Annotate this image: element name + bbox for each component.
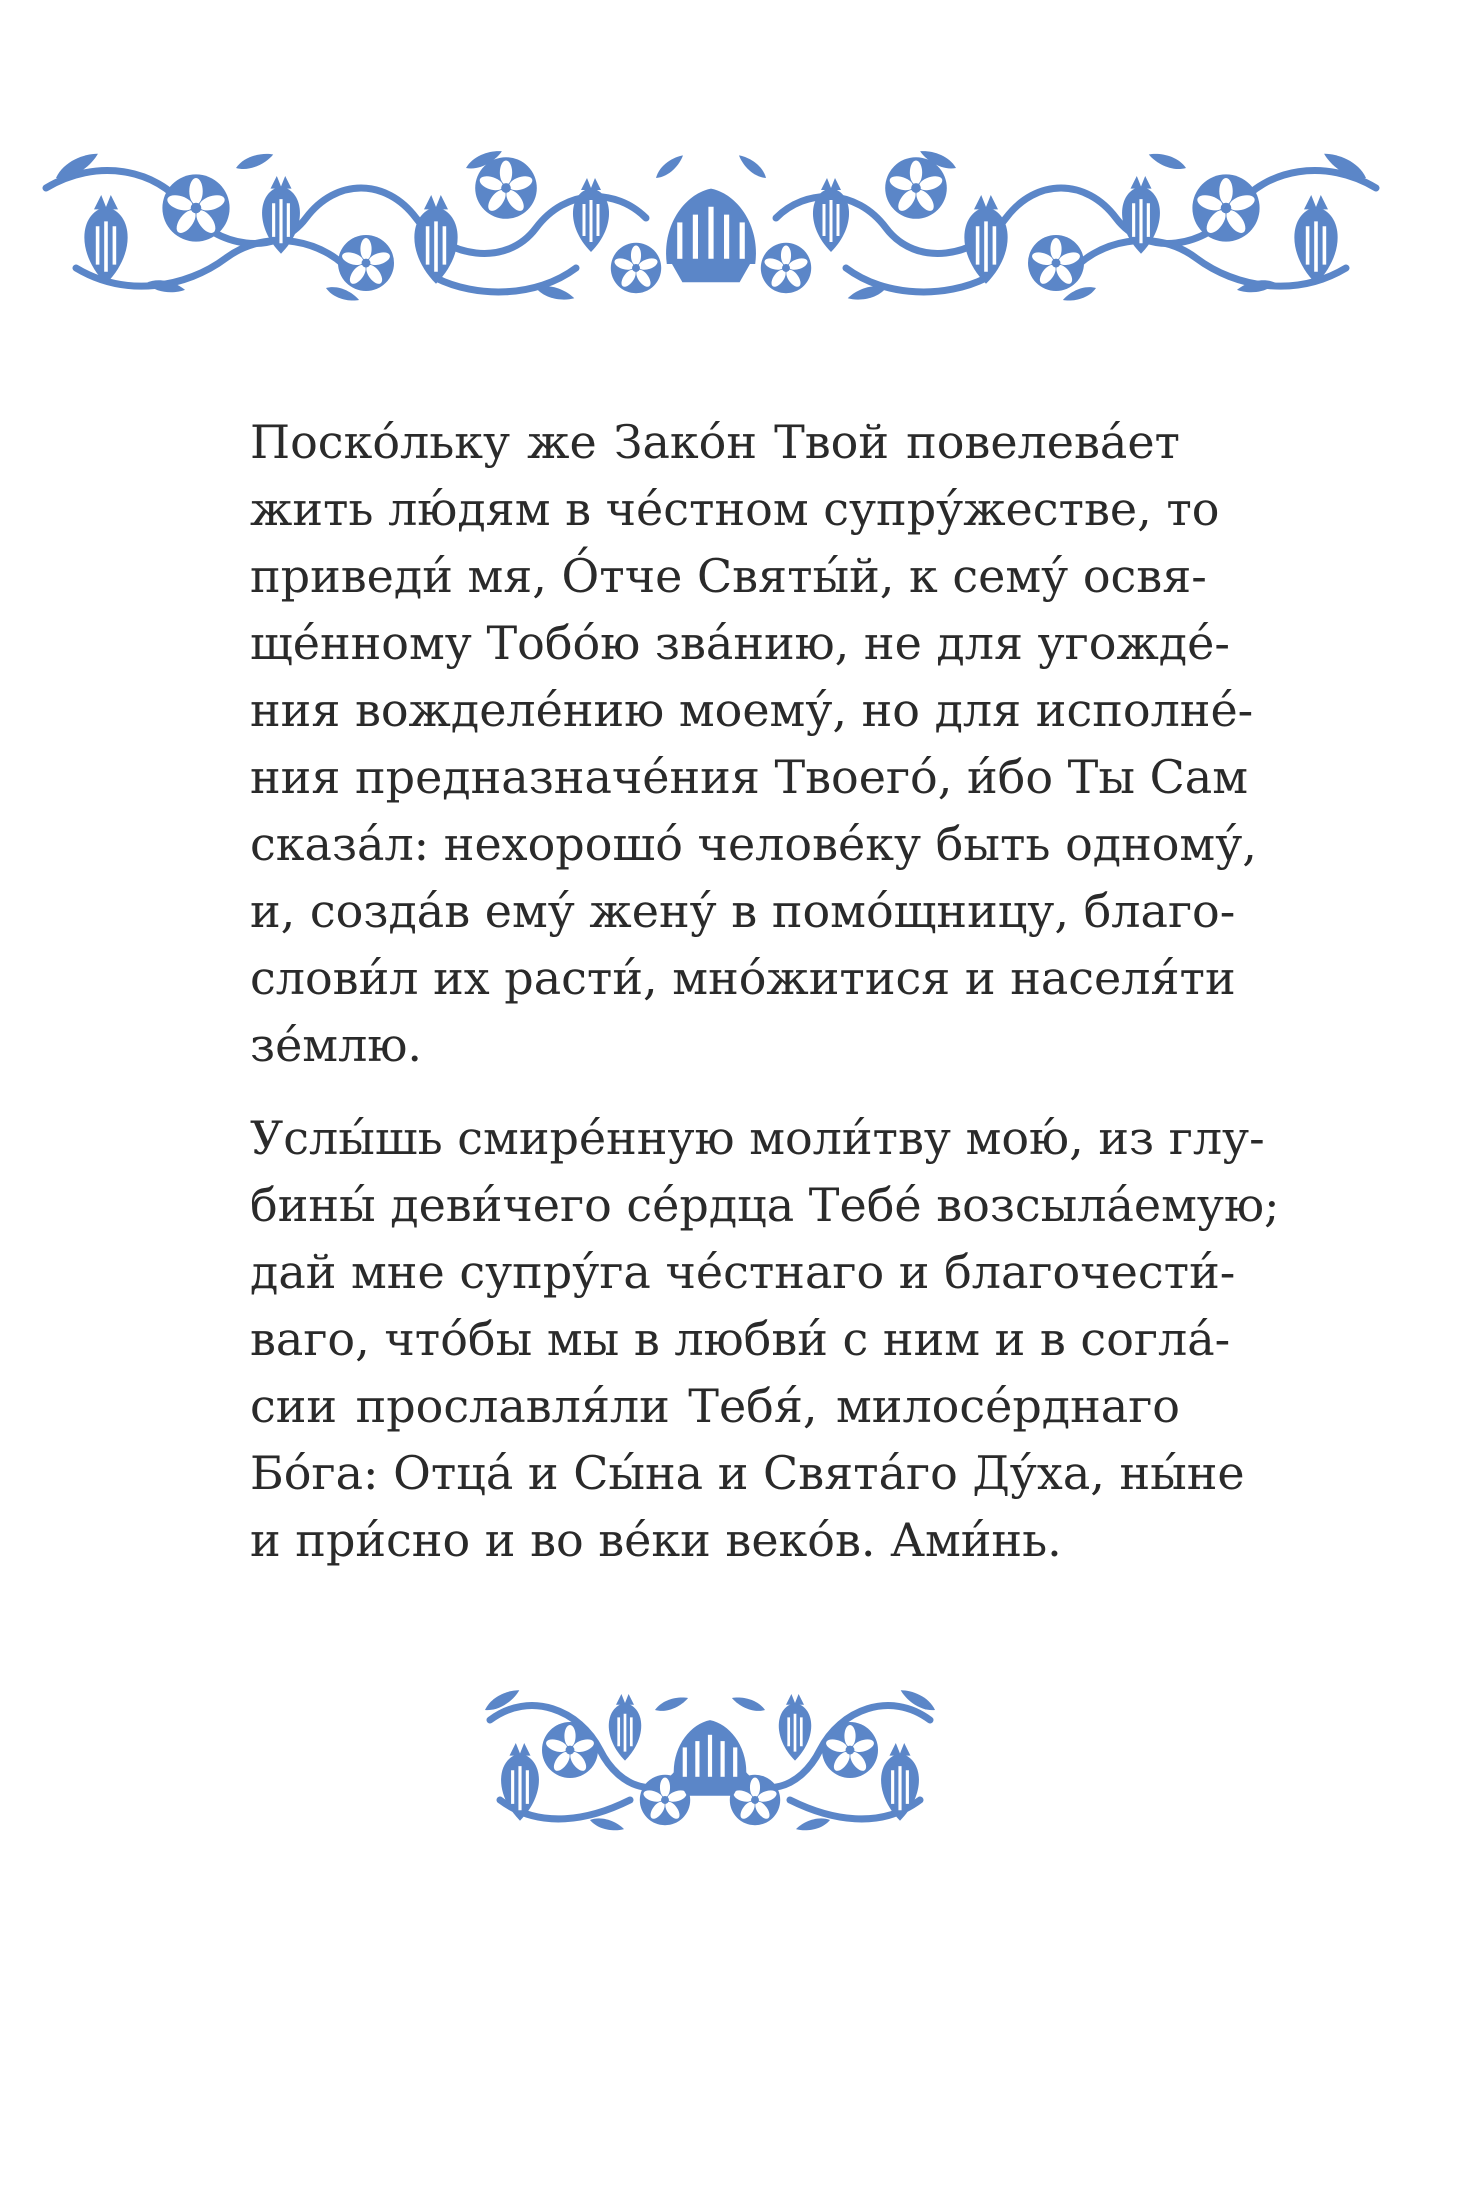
leaf-icon xyxy=(589,1815,626,1834)
leaf-icon xyxy=(1147,149,1188,173)
bottom-floral-ornament xyxy=(480,1690,940,1836)
tulip-bud-icon xyxy=(779,1694,811,1761)
tulip-bud-icon xyxy=(1294,195,1337,284)
crown-flower-icon xyxy=(666,189,756,283)
leaf-icon xyxy=(653,152,686,182)
text-line: дай мне супру́га че́стнаго и благочести́- xyxy=(250,1245,1236,1299)
text-line: Бо́га: Отца́ и Сы́на и Свята́го Ду́ха, ны́не xyxy=(250,1446,1245,1500)
leaf-icon xyxy=(736,152,769,182)
flower-icon xyxy=(761,243,811,293)
crown-flower-icon xyxy=(674,1720,747,1796)
text-line: и, созда́в ему́ жену́ в помо́щницу, благо- xyxy=(250,884,1236,938)
text-line: жить лю́дям в че́стном супру́жестве, то xyxy=(250,482,1220,536)
text-line: приведи́ мя, О́тче Святы́й, к сему́ освя- xyxy=(250,549,1207,603)
flower-icon xyxy=(542,1722,598,1778)
leaf-icon xyxy=(234,149,275,173)
text-line: зе́млю. xyxy=(250,1018,422,1072)
tulip-bud-icon xyxy=(84,195,127,284)
flower-icon xyxy=(1192,174,1259,241)
tulip-bud-icon xyxy=(573,178,609,252)
leaf-icon xyxy=(653,1693,689,1714)
leaf-icon xyxy=(795,1815,832,1834)
flower-icon xyxy=(885,157,947,219)
flower-icon xyxy=(822,1722,878,1778)
paragraph-1 xyxy=(250,409,1257,1079)
text-line: ния вожделе́нию моему́, но для исполне́- xyxy=(250,683,1254,737)
tulip-bud-icon xyxy=(964,195,1007,284)
flower-icon xyxy=(1028,235,1084,291)
text-line: Услы́шь смире́нную моли́тву мою́, из глу- xyxy=(250,1111,1265,1165)
flower-icon xyxy=(611,243,661,293)
prayer-text xyxy=(250,409,1280,1574)
tulip-bud-icon xyxy=(501,1743,539,1821)
tulip-bud-icon xyxy=(609,1694,641,1761)
flower-icon xyxy=(338,235,394,291)
leaf-icon xyxy=(730,1693,766,1714)
flower-icon xyxy=(475,157,537,219)
text-line: сии прославля́ли Тебя́, милосе́рднаго xyxy=(250,1379,1180,1433)
paragraph-2 xyxy=(250,1105,1280,1574)
text-line: Поско́льку же Зако́н Твой повелева́ет xyxy=(250,415,1180,469)
text-line: слови́л их расти́, мно́житися и населя́ти xyxy=(250,951,1236,1005)
top-floral-ornament xyxy=(36,148,1386,304)
text-line: сказа́л: нехорошо́ челове́ку быть одному́, xyxy=(250,817,1257,871)
tulip-bud-icon xyxy=(414,195,457,284)
tulip-bud-icon xyxy=(813,178,849,252)
tulip-bud-icon xyxy=(881,1743,919,1821)
text-line: и при́сно и во ве́ки веко́в. Ами́нь. xyxy=(250,1513,1062,1567)
flower-icon xyxy=(162,174,229,241)
text-line: ще́нному Тобо́ю зва́нию, не для угожде́- xyxy=(250,616,1230,670)
text-line: ваго, что́бы мы в любви́ с ним и в согла́- xyxy=(250,1312,1231,1366)
text-line: ния предназначе́ния Твоего́, и́бо Ты Сам xyxy=(250,750,1248,804)
text-line: бины́ деви́чего се́рдца Тебе́ возсыла́емую; xyxy=(250,1178,1280,1232)
